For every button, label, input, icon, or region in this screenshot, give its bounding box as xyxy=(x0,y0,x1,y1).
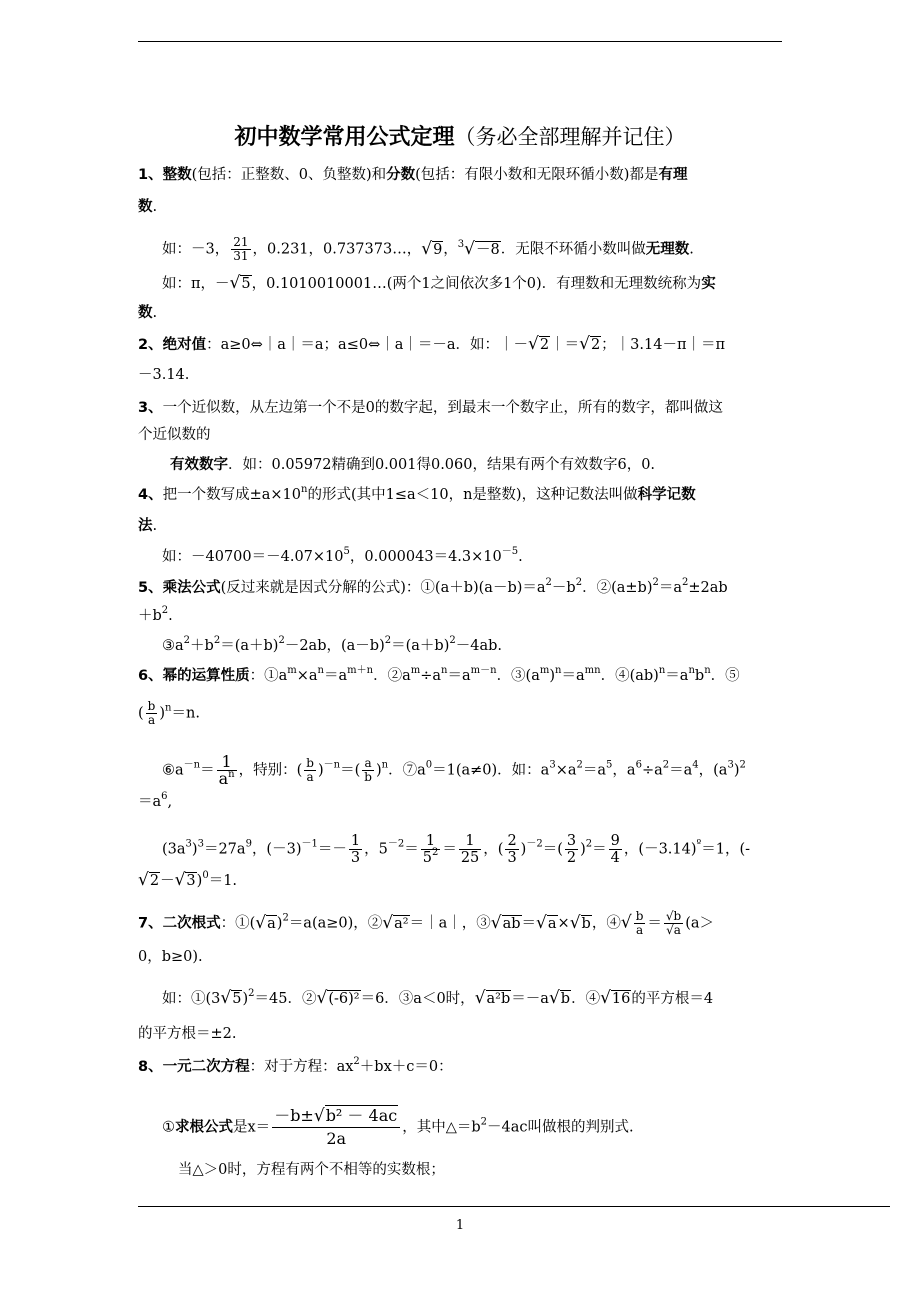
sqrt-symbol: √b xyxy=(548,988,571,1008)
sqrt-symbol: √a²b xyxy=(474,988,511,1008)
fraction: $\frac{9}{4}$ xyxy=(610,833,620,866)
sqrt-symbol: √a² xyxy=(382,912,409,933)
fraction: $\frac{√b}{√a}$ xyxy=(665,909,682,937)
section-1-line-2: 数. xyxy=(138,199,158,215)
footer-rule xyxy=(138,1206,890,1207)
section-1-line-1: 1、整数(包括：正整数、0、负整数)和分数(包括：有限小数和无限环循小数)都是有理 xyxy=(138,167,688,183)
section-6-line-5: $(3a^3)^3=27a^9$，$(-3)^{-1}=-$ $\frac{1}{3}$ ，$5^{-2}=$ $\frac{1}{5^2}$ ＝ $\frac{1}{25}$ ，( $\frac{2}{3}$ )$^{-2}$＝( $\frac{3}{2}$ )$^2$＝ $\frac{9}{4}$ ，$(-3.14)^º=1$，(- xyxy=(162,833,751,866)
section-6-line-2: ( $\frac{b}{a}$ )$^n$＝n. xyxy=(138,699,200,727)
section-1-example-2b: 数. xyxy=(138,305,158,321)
section-2-line-1: 2、绝对值：a≥0⇔｜a｜＝a；a≤0⇔｜a｜＝－a．如：｜－√2｜＝√2；｜3.14－π｜＝π xyxy=(138,334,726,354)
sqrt-symbol: √5 xyxy=(220,988,242,1008)
sqrt-symbol: √a xyxy=(255,912,276,933)
section-8-line-2: ①求根公式是x＝ $\frac{\text{－b±√b² － 4ac}}{2a}$ ，其中$\triangle=b^2-4ac$叫做根的判别式. xyxy=(162,1106,634,1148)
section-5-line-3: $③a^2+b^2=(a+b)^2-2ab$，$(a-b)^2=(a+b)^2-4ab$. xyxy=(162,635,502,654)
cube-root-symbol: $^3$√－8 xyxy=(457,238,500,259)
fraction: $\frac{b}{a}$ xyxy=(635,909,644,937)
sqrt-symbol: √9 xyxy=(421,238,443,259)
section-6-line-4: $=a^6$, xyxy=(138,791,173,810)
section-2-line-2: －3.14. xyxy=(138,367,190,383)
section-3-line-2: 个近似数的 xyxy=(138,427,211,443)
sqrt-symbol: √3 xyxy=(174,870,196,890)
page-number: 1 xyxy=(455,1218,465,1233)
fraction: $\frac{1}{25}$ xyxy=(460,833,480,866)
section-3-line-1: 3、一个近似数，从左边第一个不是0的数字起，到最末一个数字止，所有的数字，都叫做这 xyxy=(138,400,723,416)
sqrt-symbol: √2 xyxy=(579,334,601,354)
sqrt-symbol: √16 xyxy=(600,988,631,1008)
sqrt-symbol: √2 xyxy=(528,334,550,354)
section-7-example-2: 的平方根＝±2. xyxy=(138,1026,237,1042)
fraction: $\frac{1}{3}$ xyxy=(350,833,361,866)
section-6-line-1: 6、幂的运算性质：$①a^m\times a^n=a^{m+n}$．$②a^m\div a^n=a^{m-n}$．$③(a^m)^n=a^{mn}$．$④(ab)^n=a^nb^n$．⑤ xyxy=(138,665,740,684)
quadratic-formula-fraction: $\frac{\text{－b±√b² － 4ac}}{2a}$ xyxy=(272,1105,400,1150)
section-1-example-1: 如：－3， $\frac{21}{31}$ ，0.231，0.737373…，√9，$^3$√－8．无限不环循小数叫做无理数. xyxy=(162,235,694,263)
fraction: $\frac{b}{a}$ xyxy=(147,699,156,727)
sqrt-symbol: √5 xyxy=(229,273,251,293)
fraction: $\frac{a}{b}$ xyxy=(364,756,372,784)
section-1-example-2: 如：π，－√5，0.1010010001…(两个1之间依次多1个0)．有理数和无理数统称为实 xyxy=(162,273,716,293)
section-7-example-1: 如：$①(3√5)^2=45$．②√(-6)²＝6．③a＜0时，√a²b＝－a√b．④√16的平方根＝4 xyxy=(162,988,714,1008)
section-4-line-2: 法. xyxy=(138,518,158,534)
section-8-line-1: 8、一元二次方程：对于方程：$ax^2+bx+c=0$： xyxy=(138,1056,453,1075)
header-rule xyxy=(138,41,782,42)
sqrt-symbol: √ $\frac{b}{a}$ xyxy=(620,909,644,937)
section-7-line-1: 7、二次根式：$①(√a)^2=a(a\ge 0)$，②√a²＝｜a｜，③√ab＝√a×√b，④√ $\frac{b}{a}$ ＝ $\frac{√b}{√a}$ (a＞ xyxy=(138,909,715,937)
section-4-line-1: 4、把一个数写成$\pm a\times 10^n$的形式(其中1≤a＜10，n是整数)，这种记数法叫做科学记数 xyxy=(138,484,696,503)
fraction: $\frac{21}{31}$ xyxy=(233,235,249,263)
fraction: $\frac{3}{2}$ xyxy=(566,833,577,866)
section-6-line-6: √2－√3)$^0$＝1. xyxy=(138,870,238,890)
fraction: $\frac{1}{5^2}$ xyxy=(422,833,439,866)
sqrt-symbol: √2 xyxy=(138,870,160,890)
fraction: $\frac{b}{a}$ xyxy=(306,756,314,784)
section-7-line-2: 0，b≥0). xyxy=(138,949,203,965)
section-5-line-2: $+b^2$. xyxy=(138,605,173,624)
sqrt-symbol: √(-6)² xyxy=(316,988,360,1008)
section-4-example: 如：$-40700=-4.07\times 10^5$，$0.000043=4.3\times 10^{-5}$. xyxy=(162,546,523,565)
section-6-line-3: $⑥a^{-n}=$ $\frac{1}{a^n}$ ，特别：( $\frac{b}{a}$ )$^{-n}$＝( $\frac{a}{b}$ )$^n$．$⑦a^0=1(a\ne 0)$．如：$a^3\times a^2=a^5$，$a^6\div a^2=a^4$，$(a^3)^2$ xyxy=(162,752,746,788)
section-3-line-3: 有效数字．如：0.05972精确到0.001得0.060，结果有两个有效数字6，0. xyxy=(170,457,656,473)
section-5-line-1: 5、乘法公式(反过来就是因式分解的公式)：$①(a+b)(a-b)=a^2-b^2$．$②(a\pm b)^2=a^2\pm 2ab$ xyxy=(138,577,728,596)
section-8-line-3: 当△＞0时，方程有两个不相等的实数根； xyxy=(178,1162,445,1178)
sqrt-symbol: √b xyxy=(569,912,591,933)
fraction: $\frac{1}{a^n}$ xyxy=(218,752,235,788)
page-title: 初中数学常用公式定理（务必全部理解并记住） xyxy=(234,125,686,150)
sqrt-symbol: √ab xyxy=(490,912,521,933)
sqrt-symbol: √b² － 4ac xyxy=(313,1106,398,1126)
fraction: $\frac{2}{3}$ xyxy=(507,833,517,866)
sqrt-symbol: √a xyxy=(536,912,557,933)
